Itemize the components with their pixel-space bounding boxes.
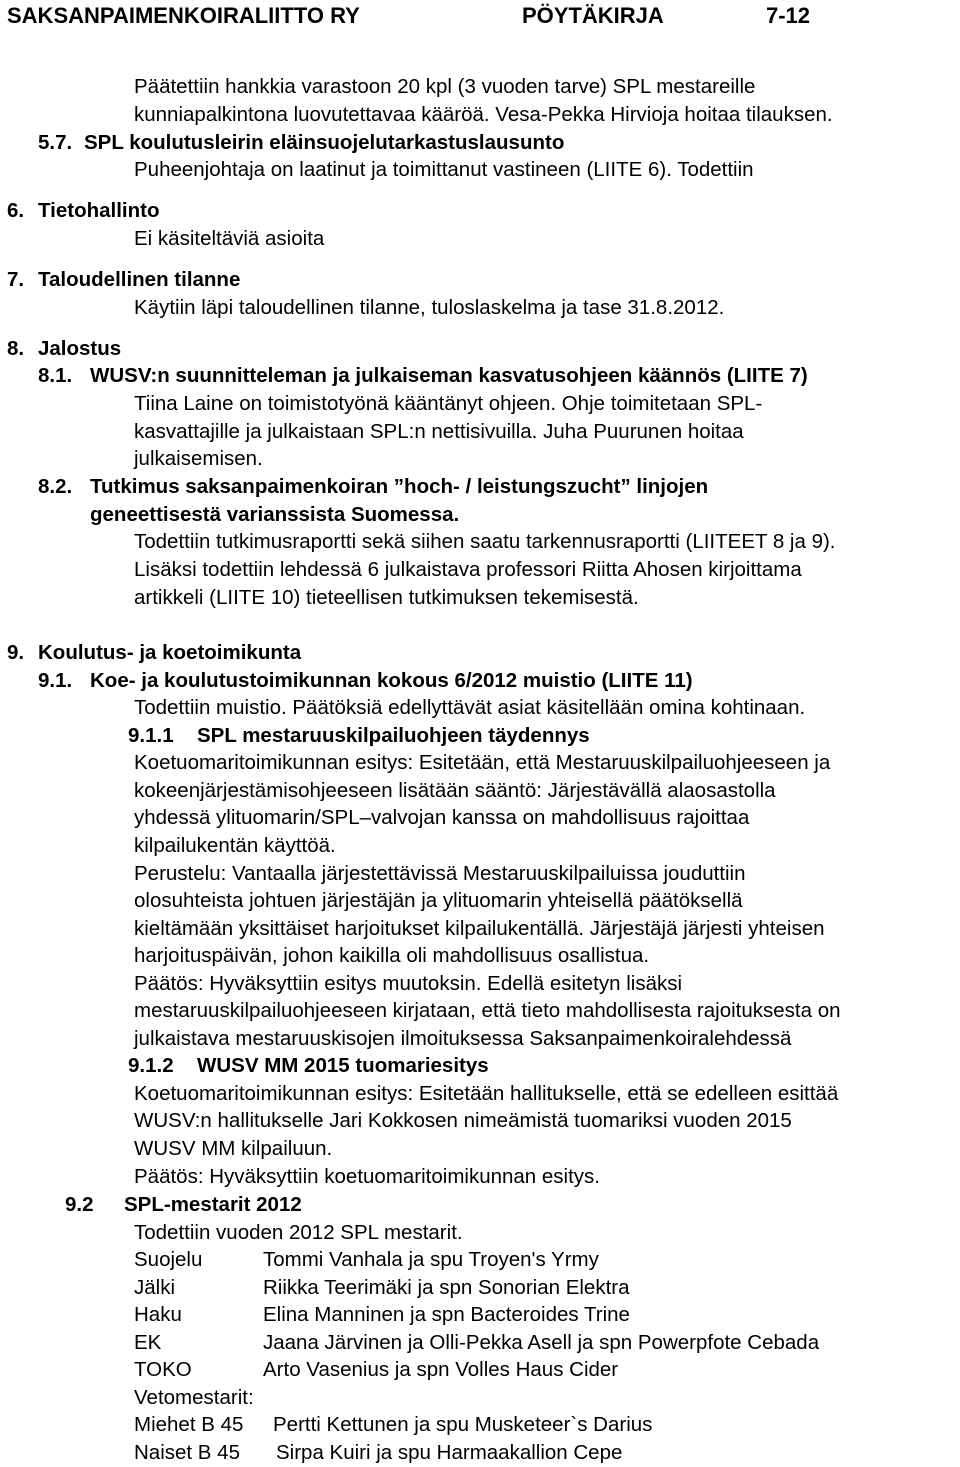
s8-number: 8. <box>7 337 25 360</box>
header-org: SAKSANPAIMENKOIRALIITTO RY <box>7 3 360 28</box>
s9-2-number: 9.2 <box>65 1193 94 1216</box>
header-doc-type: PÖYTÄKIRJA <box>522 3 664 28</box>
s8-1-line: Tiina Laine on toimistotyönä kääntänyt ohjeen. Ohje toimitetaan SPL- <box>134 392 763 415</box>
s9-2-intro: Todettiin vuoden 2012 SPL mestarit. <box>134 1221 463 1244</box>
s9-1-1-line: Päätös: Hyväksyttiin esitys muutoksin. Edellä esitetyn lisäksi <box>134 972 683 995</box>
champion-winner: Arto Vasenius ja spn Volles Haus Cider <box>263 1358 619 1381</box>
s9-1-1-line: Koetuomaritoimikunnan esitys: Esitetään, että Mestaruuskilpailuohjeeseen ja <box>134 751 831 774</box>
s7-title: Taloudellinen tilanne <box>38 268 241 291</box>
s6-body: Ei käsiteltäviä asioita <box>134 227 325 250</box>
s9-1-2-line: WUSV MM kilpailuun. <box>134 1137 333 1160</box>
s8-title: Jalostus <box>38 337 122 360</box>
s6-title: Tietohallinto <box>38 199 160 222</box>
s9-2-title: SPL-mestarit 2012 <box>124 1193 302 1216</box>
veto-category: Miehet B 45 <box>134 1413 244 1436</box>
s9-1-2-number: 9.1.2 <box>128 1054 174 1077</box>
veto-winner: Pertti Kettunen ja spu Musketeer`s Darius <box>273 1413 653 1436</box>
s9-1-1-line: kilpailukentän käyttöä. <box>134 834 336 857</box>
s9-title: Koulutus- ja koetoimikunta <box>38 641 302 664</box>
s8-2-line: Lisäksi todettiin lehdessä 6 julkaistava professori Riitta Ahosen kirjoittama <box>134 558 802 581</box>
s6-number: 6. <box>7 199 25 222</box>
s8-1-line: kasvattajille ja julkaistaan SPL:n nettisivuilla. Juha Puurunen hoitaa <box>134 420 744 443</box>
s5-6-line-2: kunniapalkintona luovutettavaa kääröä. Vesa-Pekka Hirvioja hoitaa tilauksen. <box>134 103 833 126</box>
veto-category: Naiset B 45 <box>134 1441 240 1464</box>
s8-2-line: artikkeli (LIITE 10) tieteellisen tutkimuksen tekemisestä. <box>134 586 639 609</box>
champion-winner: Elina Manninen ja spn Bacteroides Trine <box>263 1303 630 1326</box>
s7-body: Käytiin läpi taloudellinen tilanne, tuloslaskelma ja tase 31.8.2012. <box>134 296 725 319</box>
s5-7-number: 5.7. <box>38 131 73 154</box>
header-page-ref: 7-12 <box>766 3 811 28</box>
champion-category: Haku <box>134 1303 182 1326</box>
s9-1-body: Todettiin muistio. Päätöksiä edellyttävät asiat käsitellään omina kohtinaan. <box>134 696 806 719</box>
champion-winner: Riikka Teerimäki ja spn Sonorian Elektra <box>263 1276 630 1299</box>
s8-2-line: Todettiin tutkimusraportti sekä siihen saatu tarkennusraportti (LIITEET 8 ja 9). <box>134 530 836 553</box>
s8-1-line: julkaisemisen. <box>134 447 263 470</box>
s8-1-title: WUSV:n suunnitteleman ja julkaiseman kasvatusohjeen käännös (LIITE 7) <box>90 364 808 387</box>
champion-category: Suojelu <box>134 1248 203 1271</box>
s9-1-2-line: WUSV:n hallitukselle Jari Kokkosen nimeämistä tuomariksi vuoden 2015 <box>134 1109 792 1132</box>
s5-7-body: Puheenjohtaja on laatinut ja toimittanut vastineen (LIITE 6). Todettiin <box>134 158 754 181</box>
s8-2-title: Tutkimus saksanpaimenkoiran ”hoch- / leistungszucht” linjojen <box>90 475 709 498</box>
s9-1-2-line: Koetuomaritoimikunnan esitys: Esitetään hallitukselle, että se edelleen esittää <box>134 1082 839 1105</box>
s9-1-title: Koe- ja koulutustoimikunnan kokous 6/2012 muistio (LIITE 11) <box>90 669 693 692</box>
s9-1-1-line: kokeenjärjestämisohjeeseen lisätään sääntö: Järjestävällä alaosastolla <box>134 779 776 802</box>
s8-2-number: 8.2. <box>38 475 73 498</box>
veto-winner: Sirpa Kuiri ja spu Harmaakallion Cepe <box>276 1441 623 1464</box>
champion-category: TOKO <box>134 1358 192 1381</box>
s9-1-1-line: yhdessä ylituomarin/SPL–valvojan kanssa on mahdollisuus rajoittaa <box>134 806 750 829</box>
champion-winner: Tommi Vanhala ja spu Troyen's Yrmy <box>263 1248 599 1271</box>
veto-label: Vetomestarit: <box>134 1386 254 1409</box>
s5-7-title: SPL koulutusleirin eläinsuojelutarkastuslausunto <box>84 131 565 154</box>
champion-category: EK <box>134 1331 162 1354</box>
s9-1-1-line: olosuhteista johtuen järjestäjän ja ylituomarin yhteisellä päätöksellä <box>134 889 743 912</box>
s7-number: 7. <box>7 268 25 291</box>
s9-1-1-line: Perustelu: Vantaalla järjestettävissä Mestaruuskilpailuissa jouduttiin <box>134 862 746 885</box>
champion-winner: Jaana Järvinen ja Olli-Pekka Asell ja spn Powerpfote Cebada <box>263 1331 820 1354</box>
s9-1-1-line: julkaistava mestaruuskisojen ilmoituksessa Saksanpaimenkoiralehdessä <box>134 1027 792 1050</box>
s8-1-number: 8.1. <box>38 364 73 387</box>
s5-6-line-1: Päätettiin hankkia varastoon 20 kpl (3 vuoden tarve) SPL mestareille <box>134 75 756 98</box>
s9-1-number: 9.1. <box>38 669 73 692</box>
s9-1-1-number: 9.1.1 <box>128 724 174 747</box>
champion-category: Jälki <box>134 1276 176 1299</box>
s9-1-1-line: kieltämään yksittäiset harjoitukset kilpailukentällä. Järjestäjä järjesti yhteisen <box>134 917 825 940</box>
s9-1-1-line: mestaruuskilpailuohjeeseen kirjataan, että tieto mahdollisesta rajoituksesta on <box>134 999 841 1022</box>
s9-number: 9. <box>7 641 25 664</box>
s9-1-2-title: WUSV MM 2015 tuomariesitys <box>197 1054 489 1077</box>
s9-1-1-title: SPL mestaruuskilpailuohjeen täydennys <box>197 724 590 747</box>
s8-2-title-cont: geneettisestä varianssista Suomessa. <box>90 503 460 526</box>
s9-1-1-line: harjoituspäivän, johon kaikilla oli mahdollisuus osallistua. <box>134 944 650 967</box>
s9-1-2-line: Päätös: Hyväksyttiin koetuomaritoimikunnan esitys. <box>134 1165 601 1188</box>
